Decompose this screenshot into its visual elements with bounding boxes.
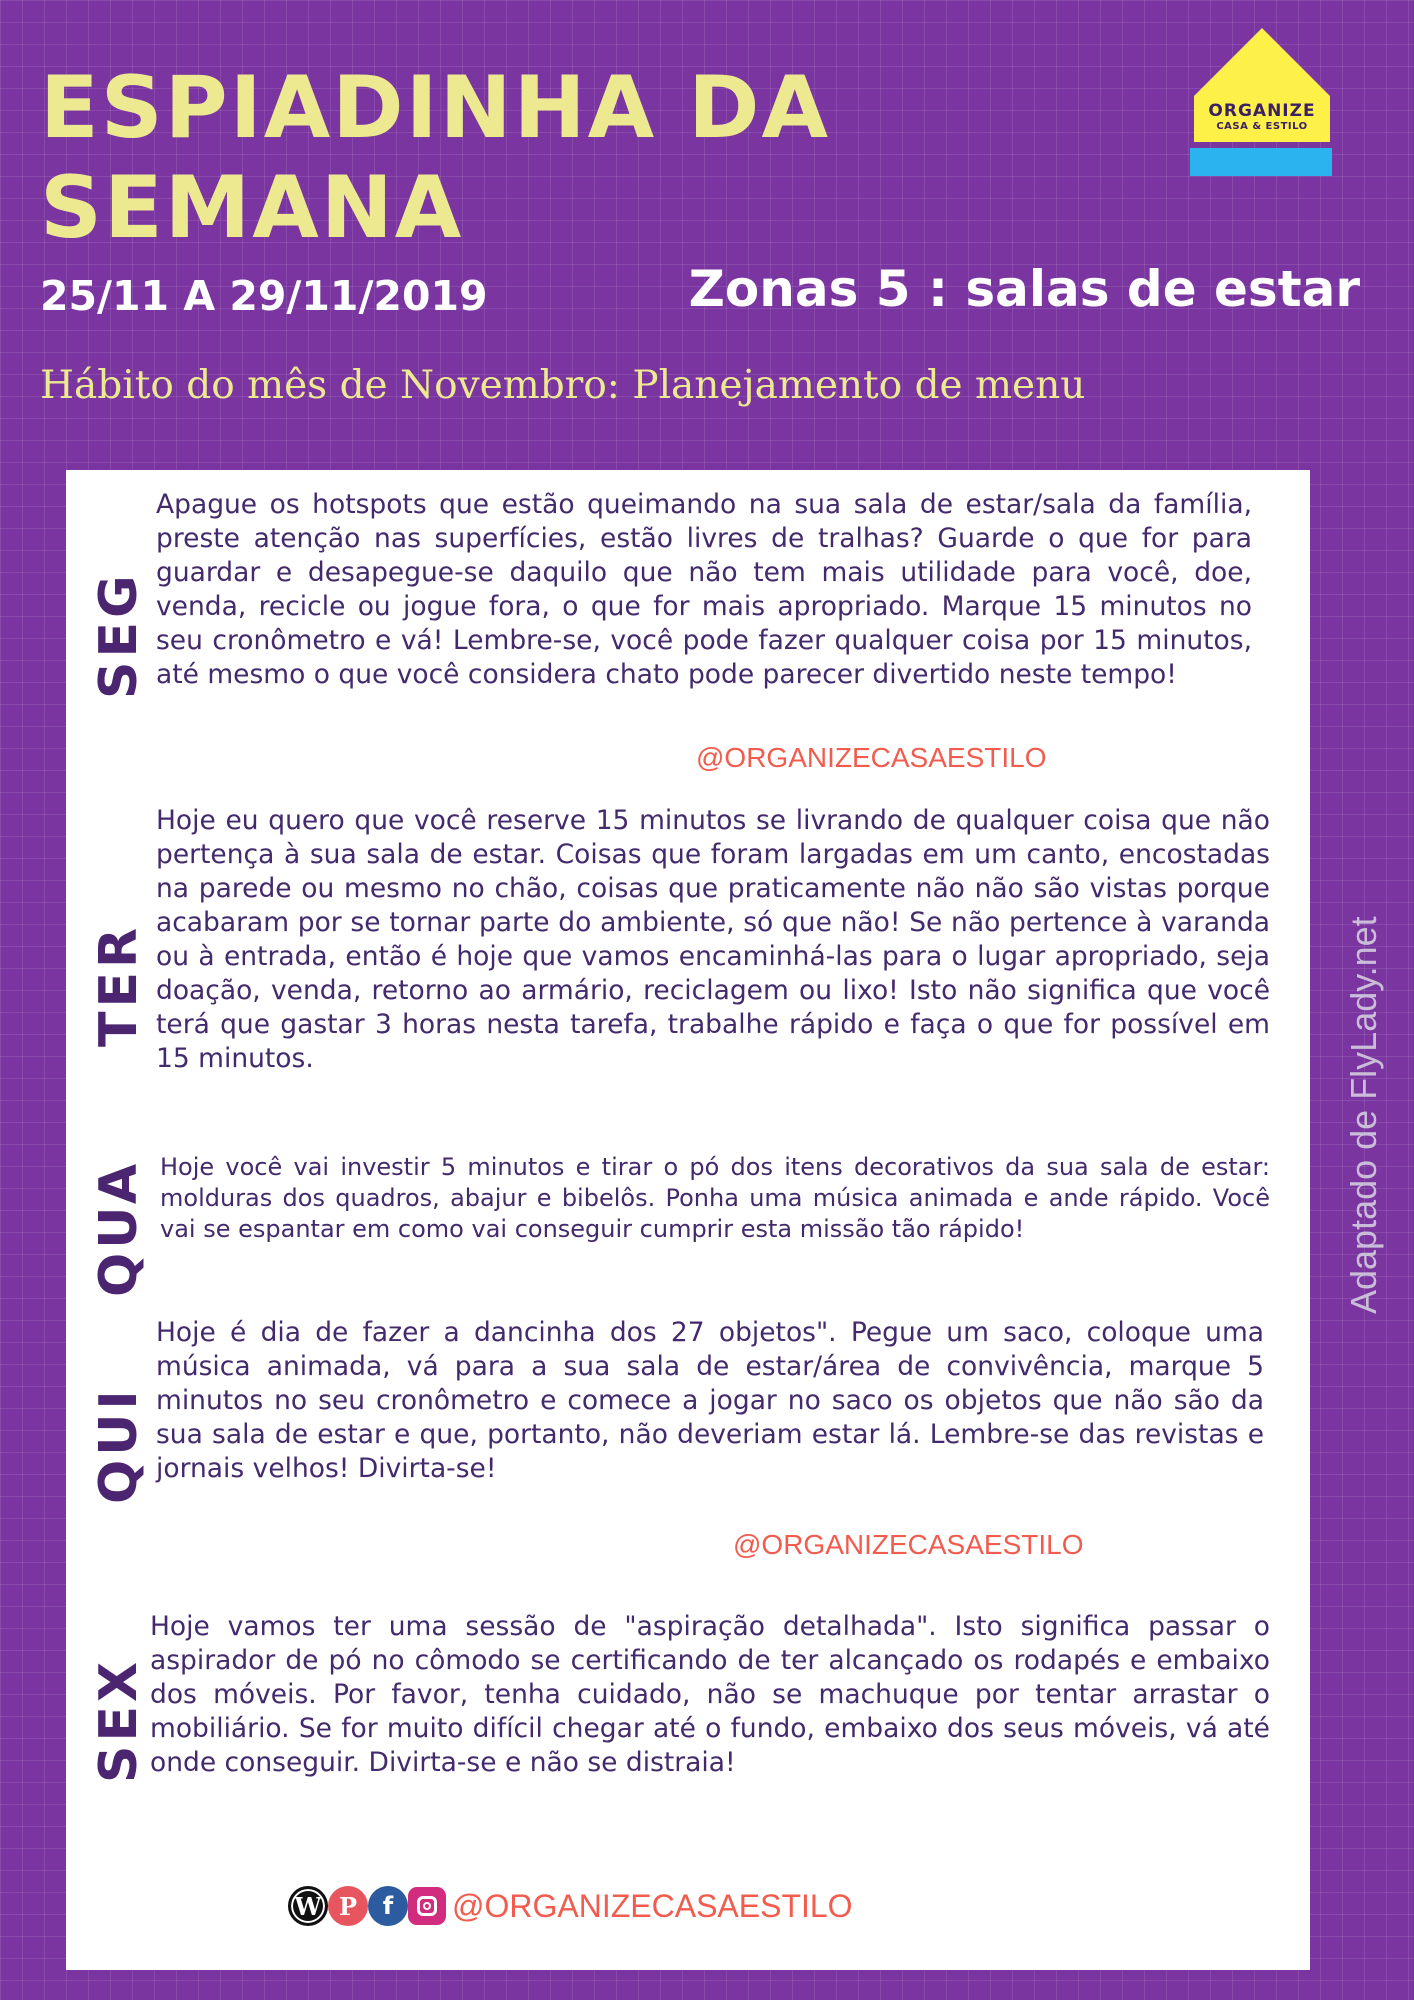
footer-handle[interactable]: @ORGANIZECASAESTILO — [452, 1887, 853, 1924]
day-text-qui: Hoje é dia de fazer a dancinha dos 27 objetos". Pegue um saco, coloque uma música animada, vá para a sua sala de estar/área de convivência, marque 5 minutos no seu cronômetro e comece a jogar no saco os objetos que não são da sua sala de estar e que, portanto, não deveriam estar lá. Lembre-se das revistas e jornais velhos! Divirta-se! — [156, 1317, 1264, 1484]
day-label-ter: TER — [89, 923, 149, 1047]
credit-text: Adaptado de FlyLady.net — [1343, 916, 1384, 1314]
zone-title: Zonas 5 : salas de estar — [688, 260, 1360, 318]
social-footer — [288, 1886, 853, 1926]
title-line-2: SEMANA — [40, 158, 464, 258]
day-label-qua: QUA — [89, 1159, 149, 1297]
title-line-1: ESPIADINHA DA — [40, 58, 831, 158]
day-label-sex: SEX — [89, 1657, 149, 1783]
habit-of-month: Hábito do mês de Novembro: Planejamento de menu — [40, 363, 1086, 408]
logo-box — [1194, 96, 1330, 142]
day-label-seg: SEG — [89, 571, 149, 699]
instagram-icon[interactable] — [408, 1887, 446, 1925]
day-text-sex: Hoje vamos ter uma sessão de "aspiração detalhada". Isto significa passar o aspirador de pó no cômodo se certificando de ter alcançado os rodapés e embaixo dos móveis. Por favor, tenha cuidado, não se machuque por tentar arrastar o mobiliário. Se for muito difícil chegar até o fundo, embaixo dos seus móveis, vá até onde conseguir. Divirta-se e não se distraia! — [150, 1611, 1270, 1778]
day-text-qua: Hoje você vai investir 5 minutos e tirar o pó dos itens decorativos da sua sala de estar: molduras dos quadros, abajur e bibelôs. Ponha uma música animada e ande rápido. Você vai se espantar em como vai conseguir cumprir esta missão tão rápido! — [160, 1153, 1270, 1243]
pinterest-icon[interactable]: P — [328, 1886, 368, 1926]
logo-bar — [1190, 148, 1332, 176]
schedule-card — [66, 470, 1310, 1970]
wordpress-icon[interactable]: W — [288, 1886, 328, 1926]
day-text-ter: Hoje eu quero que você reserve 15 minutos se livrando de qualquer coisa que não pertença à sua sala de estar. Coisas que foram largadas em um canto, encostadas na parede ou mesmo no chão, coisas que praticamente não não são vistas porque acabaram por se tornar parte do ambiente, só que não! Se não pertence à varanda ou à entrada, então é hoje que vamos encaminhá-las para o lugar apropriado, seja doação, venda, retorno ao armário, reciclagem ou lixo! Isto não significa que você terá que gastar 3 horas nesta tarefa, trabalhe rápido e faça o que for possível em 15 minutos. — [156, 805, 1270, 1074]
handle-text: @ORGANIZECASAESTILO — [733, 1529, 1084, 1560]
date-range: 25/11 A 29/11/2019 — [40, 272, 488, 320]
logo-name: ORGANIZE — [1208, 101, 1316, 121]
day-label-qui: QUI — [89, 1386, 149, 1504]
handle-text: @ORGANIZECASAESTILO — [696, 742, 1047, 773]
page-title — [40, 58, 830, 258]
logo-roof-icon — [1194, 28, 1330, 96]
organize-logo — [1190, 28, 1336, 180]
logo-tagline: CASA & ESTILO — [1216, 121, 1308, 132]
day-text-seg: Apague os hotspots que estão queimando na sua sala de estar/sala da família, preste atenção nas superfícies, estão livres de tralhas? Guarde o que for para guardar e desapegue-se daquilo que não tem mais utilidade para você, doe, venda, recicle ou jogue fora, o que for mais apropriado. Marque 15 minutos no seu cronômetro e vá! Lembre-se, você pode fazer qualquer coisa por 15 minutos, até mesmo o que você considera chato pode parecer divertido neste tempo! — [156, 489, 1252, 690]
facebook-icon[interactable]: f — [368, 1886, 408, 1926]
